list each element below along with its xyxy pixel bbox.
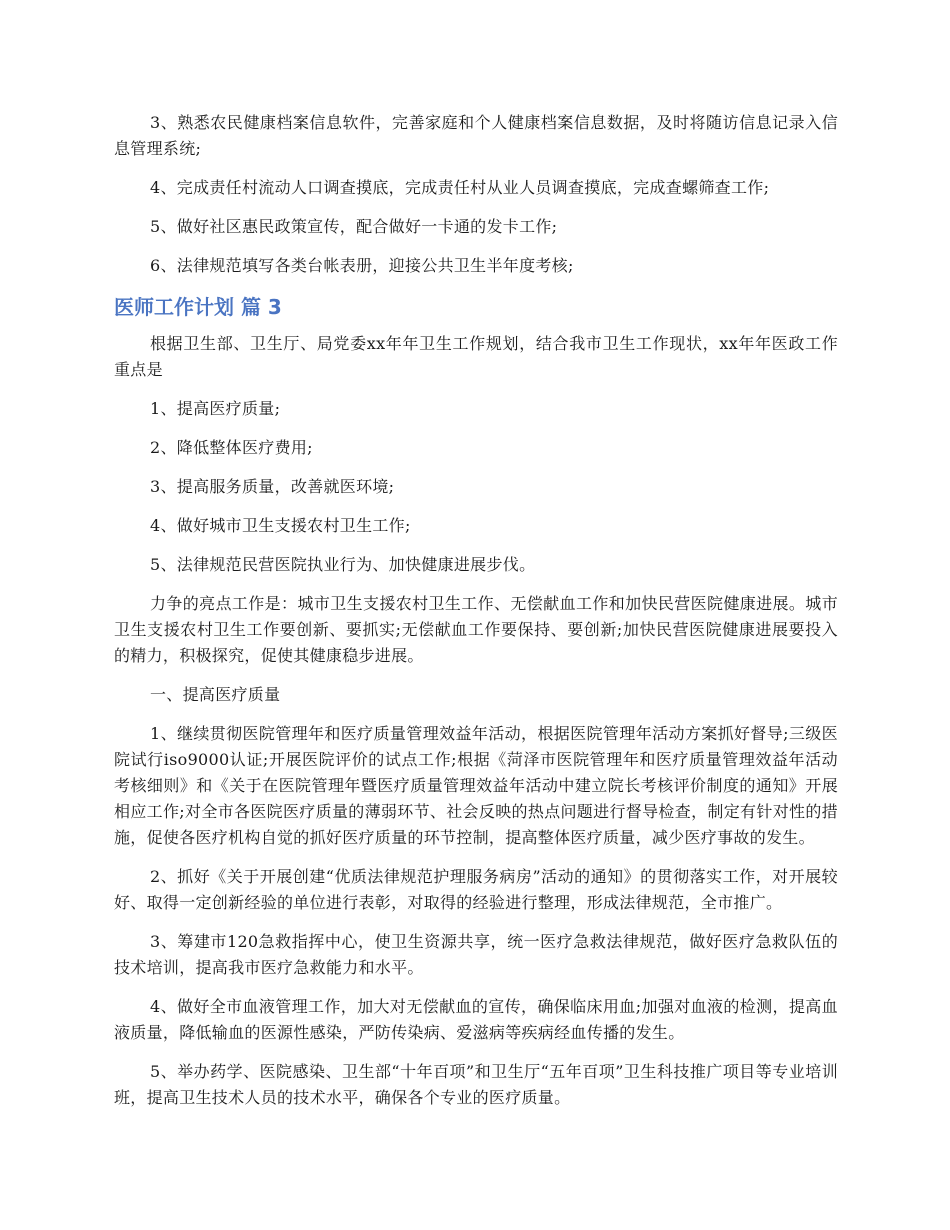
- list-item-3: 3、提高服务质量，改善就医环境;: [150, 477, 395, 496]
- paragraph-item-4: 4、完成责任村流动人口调查摸底，完成责任村从业人员调查摸底，完成查螺筛查工作;: [150, 178, 770, 197]
- paragraph-item-6: 6、法律规范填写各类台帐表册，迎接公共卫生半年度考核;: [150, 256, 574, 275]
- quality-item-2: 2、抓好《关于开展创建“优质法律规范护理服务病房”活动的通知》的贯彻落实工作，对开展较好、取得一定创新经验的单位进行表彰，对取得的经验进行整理，形成法律规范，全市推广。: [114, 867, 838, 912]
- list-item-5: 5、法律规范民营医院执业行为、加快健康进展步伐。: [150, 555, 536, 574]
- paragraph-item-3: 3、熟悉农民健康档案信息软件，完善家庭和个人健康档案信息数据，及时将随访信息记录入信息管理系统;: [114, 113, 838, 158]
- quality-item-1: 1、继续贯彻医院管理年和医疗质量管理效益年活动，根据医院管理年活动方案抓好督导;三级医院试行iso9000认证;开展医院评价的试点工作;根据《菏泽市医院管理年和医疗质量管理效益年活动考核细则》和《关于在医院管理年暨医疗质量管理效益年活动中建立院长考核评价制度的通知》开展相应工作;对全市各医院医疗质量的薄弱环节、社会反映的热点问题进行督导检查，制定有针对性的措施，促使各医疗机构自觉的抓好医疗质量的环节控制，提高整体医疗质量，减少医疗事故的发生。: [114, 724, 838, 847]
- section-heading: 医师工作计划 篇 3: [114, 295, 282, 319]
- list-item-4: 4、做好城市卫生支援农村卫生工作;: [150, 516, 411, 535]
- paragraph-item-5: 5、做好社区惠民政策宣传，配合做好一卡通的发卡工作;: [150, 217, 558, 236]
- subheading-quality: 一、提高医疗质量: [150, 685, 281, 704]
- list-item-2: 2、降低整体医疗费用;: [150, 438, 313, 457]
- list-item-1: 1、提高医疗质量;: [150, 399, 281, 418]
- highlight-paragraph: 力争的亮点工作是：城市卫生支援农村卫生工作、无偿献血工作和加快民营医院健康进展。城市卫生支援农村卫生工作要创新、要抓实;无偿献血工作要保持、要创新;加快民营医院健康进展要投入的精力，积极探究，促使其健康稳步进展。: [114, 594, 838, 665]
- quality-item-5: 5、举办药学、医院感染、卫生部“十年百项”和卫生厅“五年百项”卫生科技推广项目等专业培训班，提高卫生技术人员的技术水平，确保各个专业的医疗质量。: [114, 1062, 838, 1107]
- quality-item-3: 3、筹建市120急救指挥中心，使卫生资源共享，统一医疗急救法律规范，做好医疗急救队伍的技术培训，提高我市医疗急救能力和水平。: [114, 932, 838, 977]
- quality-item-4: 4、做好全市血液管理工作，加大对无偿献血的宣传，确保临床用血;加强对血液的检测，提高血液质量，降低输血的医源性感染，严防传染病、爱滋病等疾病经血传播的发生。: [114, 997, 838, 1042]
- intro-paragraph: 根据卫生部、卫生厅、局党委xx年年卫生工作规划，结合我市卫生工作现状，xx年年医政工作重点是: [114, 334, 838, 379]
